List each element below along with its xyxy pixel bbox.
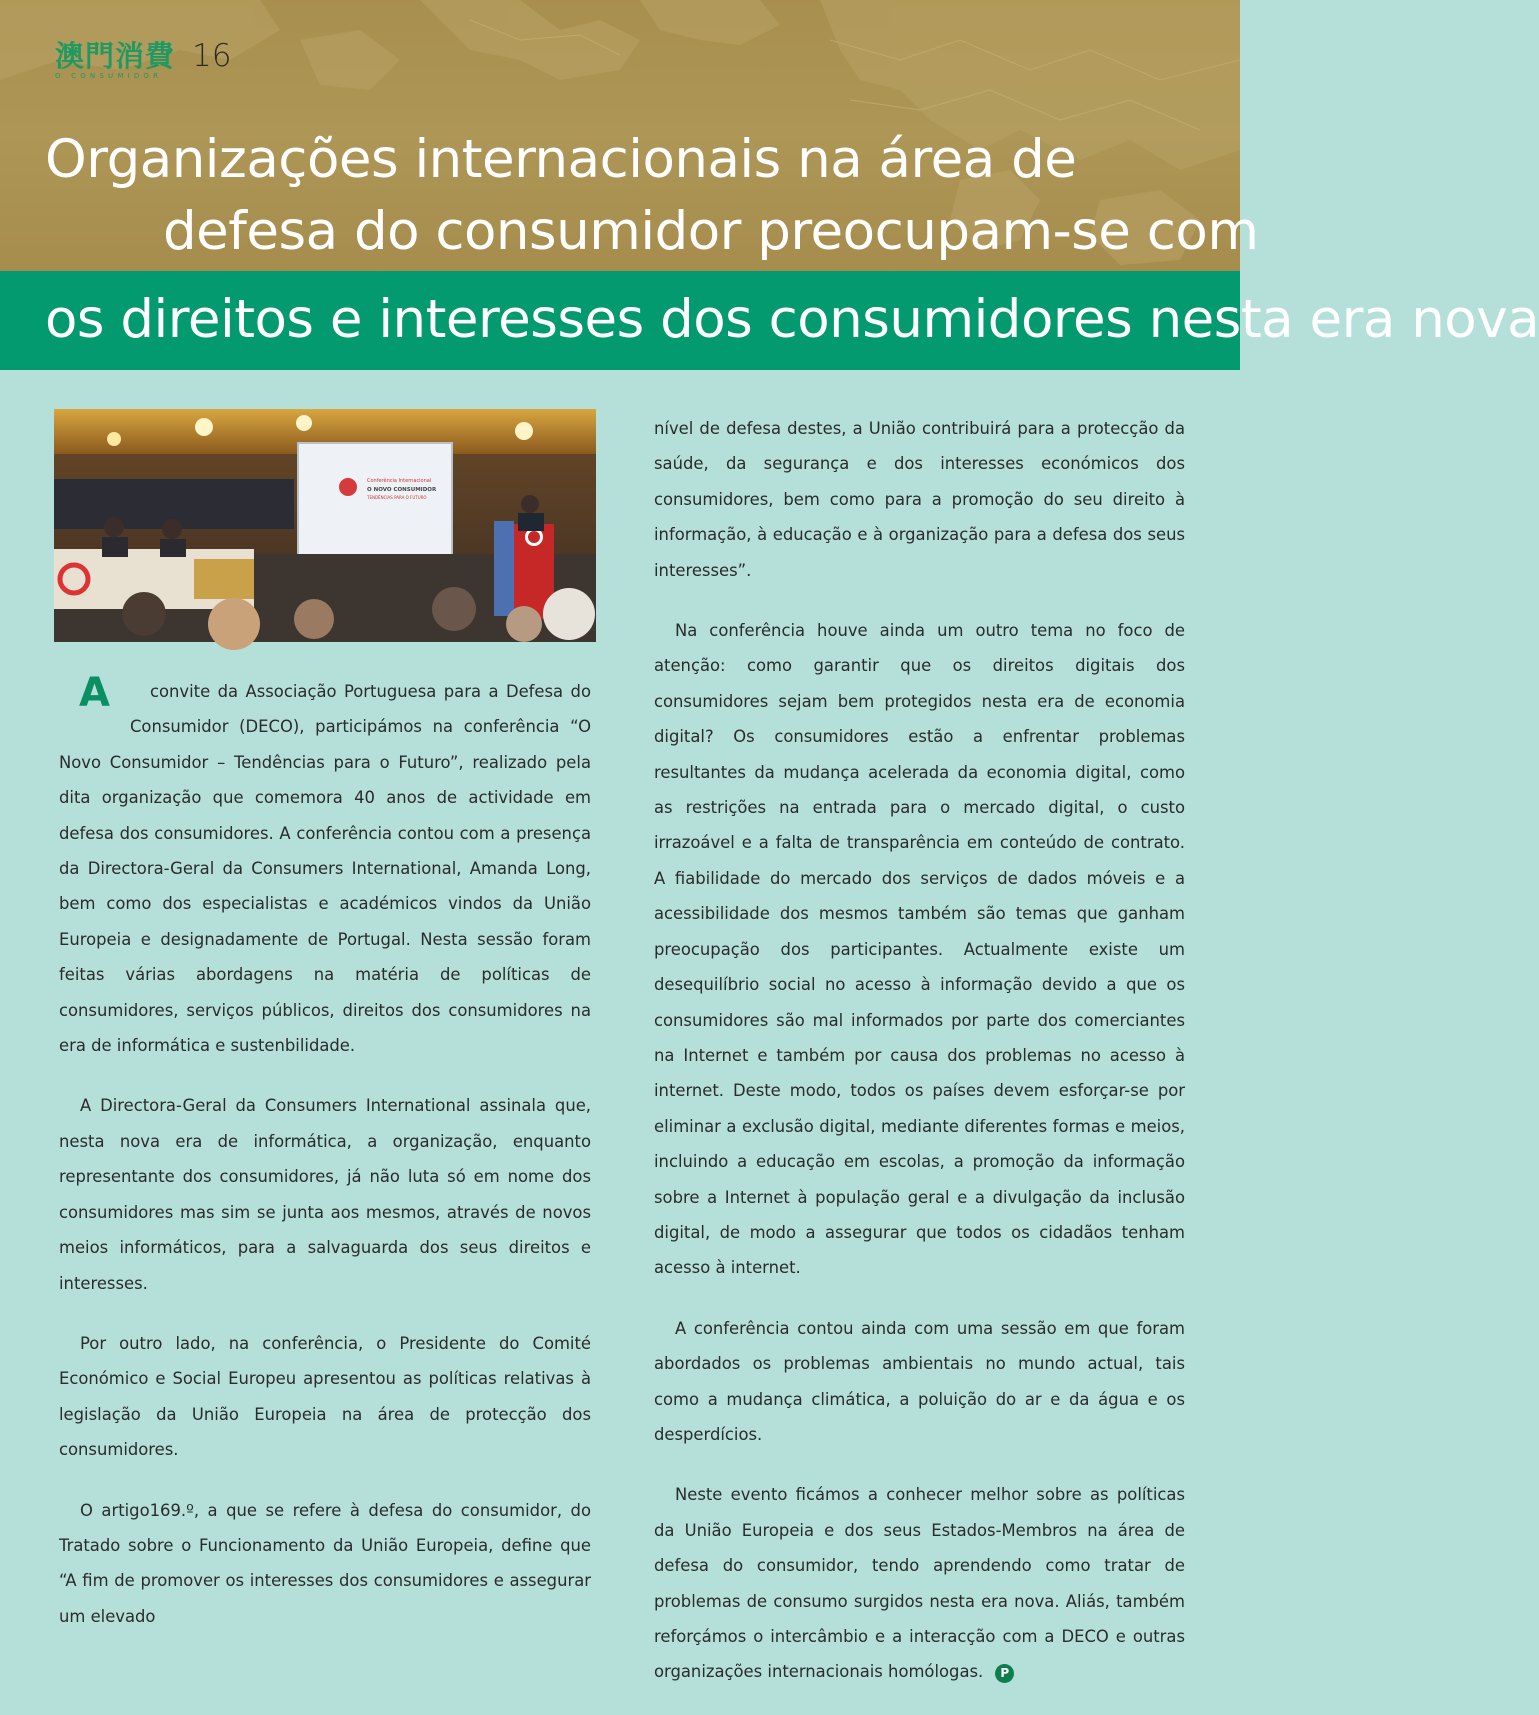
drop-cap: A bbox=[79, 670, 110, 716]
article-title-line-1: Organizações internacionais na área de bbox=[45, 129, 1077, 190]
article-paragraph-7 bbox=[654, 1477, 1185, 1689]
conference-photo bbox=[54, 409, 596, 642]
paragraph-1-text: convite da Associação Portuguesa para a Defesa do Consumidor (DECO), participámos na conferência “O Novo Consumidor – Tendências para o Futuro”, realizado pela dita organização que comemora 40 anos de actividade em defesa dos consumidores. A conferência contou com a presença da Directora-Geral da Consumers International, Amanda Long, bem como dos especialistas e académicos vindos da União Europeia e designadamente de Portugal. Nesta sessão foram feitas várias abordagens na matéria de políticas de consumidores, serviços públicos, direitos dos consumidores na era de informática e sustenbilidade. bbox=[59, 682, 591, 1056]
page-number: 16 bbox=[192, 38, 232, 74]
article-paragraph-3: Por outro lado, na conferência, o Presidente do Comité Económico e Social Europeu apresentou as políticas relativas à legislação da União Europeia na área de protecção dos consumidores. bbox=[59, 1333, 591, 1460]
conference-photo-illustration bbox=[54, 409, 596, 642]
article-paragraph-6: A conferência contou ainda com uma sessão em que foram abordados os problemas ambientais no mundo actual, tais como a mudança climática, a poluição do ar e da água e os desperdícios. bbox=[654, 1318, 1185, 1444]
article-paragraph-2: A Directora-Geral da Consumers International assinala que, nesta nova era de informática, a organização, enquanto representante dos consumidores, já não luta só em nome dos consumidores mas sim se junta aos mesmos, através de novos meios informáticos, para a salvaguarda dos seus direitos e interesses. bbox=[59, 1096, 591, 1293]
logo-portuguese-subtitle: O CONSUMIDOR bbox=[55, 72, 163, 80]
end-of-article-icon: P bbox=[995, 1664, 1014, 1683]
article-paragraph-4: O artigo169.º, a que se refere à defesa do consumidor, do Tratado sobre o Funcionamento da União Europeia, define que “A fim de promover os interesses dos consumidores e assegurar um elevado bbox=[59, 1500, 591, 1626]
header-banner bbox=[0, 0, 1259, 271]
article-column-left bbox=[59, 670, 591, 1659]
logo-chinese-title: 澳門消費 bbox=[55, 39, 176, 73]
magazine-logo bbox=[55, 40, 175, 80]
screen-text-3: TENDÊNCIAS PARA O FUTURO bbox=[367, 495, 427, 500]
paragraph-7-text: Neste evento ficámos a conhecer melhor sobre as políticas da União Europeia e dos seus Estados-Membros na área de defesa do consumidor, tendo aprendendo como tratar de problemas de consumo surgidos nesta era nova. Aliás, também reforçámos o intercâmbio e a interacção com a DECO e outras organizações internacionais homólogas. bbox=[654, 1485, 1185, 1682]
article-column-right bbox=[654, 411, 1185, 1715]
article-paragraph-4-continued: nível de defesa destes, a União contribuirá para a protecção da saúde, da segurança e dos interesses económicos dos consumidores, bem como para a promoção do seu direito à informação, à educação e à organização para a defesa dos seus interesses”. bbox=[654, 419, 1185, 580]
screen-text-2: O NOVO CONSUMIDOR bbox=[367, 487, 437, 493]
article-paragraph-1 bbox=[59, 670, 591, 1063]
screen-text-1: Conferência Internacional bbox=[367, 478, 432, 484]
article-title-line-3: os direitos e interesses dos consumidores nesta era nova bbox=[45, 289, 1539, 350]
article-title-line-2: defesa do consumidor preocupam-se com bbox=[163, 201, 1259, 262]
article-paragraph-5: Na conferência houve ainda um outro tema no foco de atenção: como garantir que os direitos digitais dos consumidores sejam bem protegidos nesta era de economia digital? Os consumidores estão a enfrentar problemas resultantes da mudança acelerada da economia digital, como as restrições na entrada para o mercado digital, o custo irrazoável e a falta de transparência em conteúdo de contrato. A fiabilidade do mercado dos serviços de dados móveis e a acessibilidade dos mesmos também são temas que ganham preocupação dos participantes. Actualmente existe um desequilíbrio social no acesso à informação devido a que os consumidores são mal informados por parte dos comerciantes na Internet e também por causa dos problemas no acesso à internet. Deste modo, todos os países devem esforçar-se por eliminar a exclusão digital, mediante diferentes formas e meios, incluindo a educação em escolas, a promoção da informação sobre a Internet à população geral e a divulgação da inclusão digital, de modo a assegurar que todos os cidadãos tenham acesso à internet. bbox=[654, 621, 1185, 1278]
